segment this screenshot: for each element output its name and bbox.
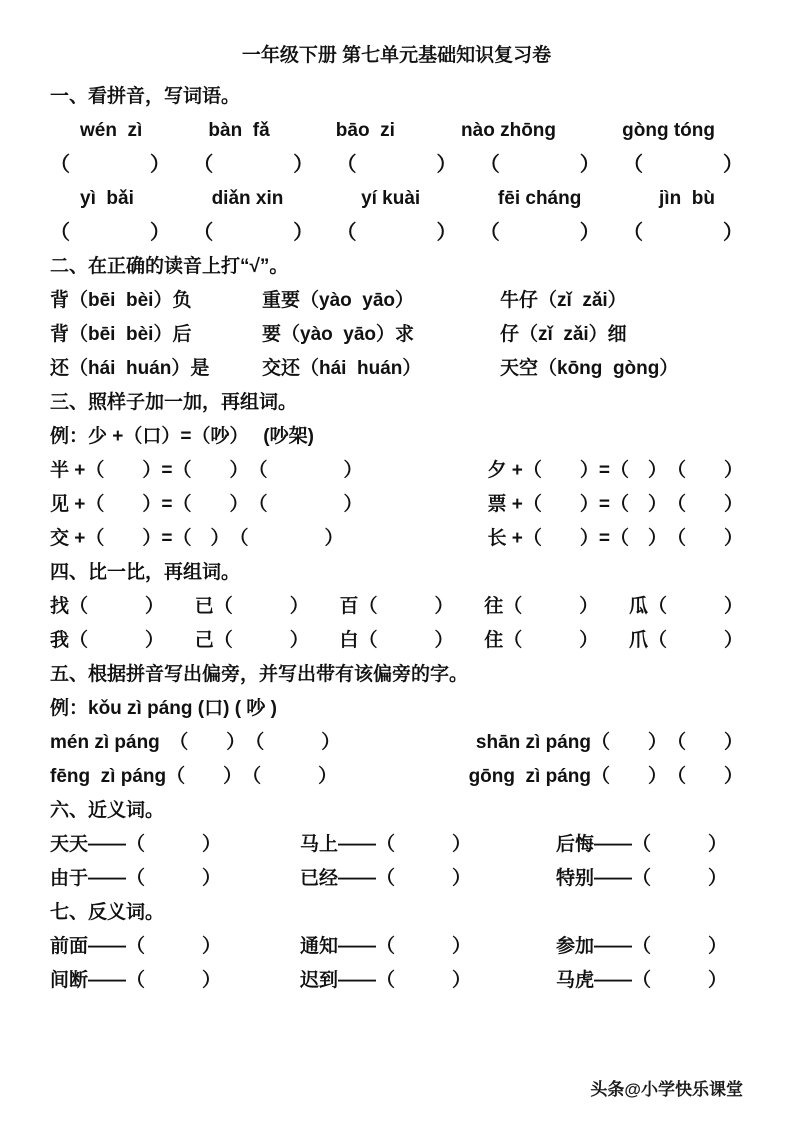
- pinyin-row-2: [50, 182, 743, 216]
- compare-word-exercise: 找（ ）: [50, 596, 165, 617]
- antonym-exercise: 参加——（ ）: [556, 936, 728, 957]
- section-5-example: 例：kǒu zì páng (口) ( 吵 ): [50, 698, 277, 719]
- answer-bracket: （ ）: [50, 154, 170, 176]
- pinyin-word: bāo zi: [335, 120, 395, 141]
- section-3-heading: 三、照样子加一加，再组词。: [50, 392, 298, 413]
- add-radical-exercise: 见 +（ ）=（ ） （ ）: [50, 494, 363, 515]
- pronunciation-choice: 交还（hái huán）: [262, 358, 422, 379]
- pinyin-word: bàn fǎ: [208, 120, 270, 141]
- compare-word-exercise: 己（ ）: [194, 630, 309, 651]
- antonym-exercise: 前面——（ ）: [50, 936, 222, 957]
- pinyin-word: nào zhōng: [461, 120, 557, 141]
- add-radical-row: [50, 454, 743, 488]
- synonym-exercise: 后悔——（ ）: [556, 834, 728, 855]
- radical-writing-row: [50, 760, 743, 794]
- answer-bracket-row-1: [50, 148, 743, 182]
- page-title: 一年级下册 第七单元基础知识复习卷: [241, 45, 552, 66]
- pinyin-word: fēi cháng: [497, 188, 582, 209]
- pronunciation-choice: 背（bēi bèi）后: [50, 324, 192, 345]
- antonym-row: [50, 964, 743, 998]
- compare-word-exercise: 已（ ）: [194, 596, 309, 617]
- pinyin-row-1: [50, 114, 743, 148]
- pinyin-word: yì bǎi: [80, 188, 134, 209]
- pinyin-word: yí kuài: [361, 188, 421, 209]
- compare-word-exercise: 住（ ）: [484, 630, 599, 651]
- compare-word-exercise: 爪（ ）: [628, 630, 743, 651]
- answer-bracket: （ ）: [623, 154, 743, 176]
- add-radical-exercise: 票 +（ ）=（ ） （ ）: [487, 494, 743, 515]
- section-1-heading: 一、看拼音，写词语。: [50, 86, 241, 107]
- section-6-heading: 六、近义词。: [50, 800, 165, 821]
- radical-writing-exercise: mén zì páng （ ） （ ）: [50, 732, 341, 753]
- answer-bracket: （ ）: [479, 154, 600, 176]
- pronunciation-choice: 背（bēi bèi）负: [50, 290, 192, 311]
- pronunciation-row: [50, 352, 743, 386]
- section-3-example: 例：少 +（口）=（吵） (吵架): [50, 426, 314, 447]
- pronunciation-row: [50, 284, 743, 318]
- pronunciation-choice: 要（yào yāo）求: [262, 324, 415, 345]
- answer-bracket: （ ）: [623, 222, 743, 244]
- radical-writing-row: [50, 726, 743, 760]
- antonym-exercise: 通知——（ ）: [300, 936, 472, 957]
- add-radical-exercise: 夕 +（ ）=（ ） （ ）: [487, 460, 743, 481]
- pinyin-word: wén zì: [80, 120, 143, 141]
- add-radical-row: [50, 488, 743, 522]
- radical-writing-exercise: gōng zì páng（ ） （ ）: [468, 766, 743, 787]
- add-radical-row: [50, 522, 743, 556]
- pronunciation-choice: 还（hái huán）是: [50, 358, 210, 379]
- pronunciation-row: [50, 318, 743, 352]
- section-4-heading: 四、比一比，再组词。: [50, 562, 241, 583]
- add-radical-exercise: 交 +（ ）=（ ） （ ）: [50, 528, 344, 549]
- compare-word-exercise: 白（ ）: [339, 630, 454, 651]
- antonym-exercise: 迟到——（ ）: [300, 970, 472, 991]
- pinyin-word: gòng tóng: [622, 120, 715, 141]
- section-7-heading: 七、反义词。: [50, 902, 165, 923]
- answer-bracket: （ ）: [479, 222, 600, 244]
- section-5-heading: 五、根据拼音写出偏旁，并写出带有该偏旁的字。: [50, 664, 469, 685]
- add-radical-exercise: 长 +（ ）=（ ） （ ）: [487, 528, 743, 549]
- radical-writing-exercise: shān zì páng（ ） （ ）: [475, 732, 743, 753]
- answer-bracket: （ ）: [193, 222, 314, 244]
- compare-word-exercise: 我（ ）: [50, 630, 165, 651]
- compare-word-exercise: 百（ ）: [339, 596, 454, 617]
- radical-writing-exercise: fēng zì páng（ ） （ ）: [50, 766, 338, 787]
- synonym-row: [50, 862, 743, 896]
- synonym-exercise: 特别——（ ）: [556, 868, 728, 889]
- compare-word-row: [50, 624, 743, 658]
- synonym-exercise: 已经——（ ）: [300, 868, 472, 889]
- pronunciation-choice: 重要（yào yāo）: [262, 290, 415, 311]
- synonym-row: [50, 828, 743, 862]
- pinyin-word: diǎn xin: [211, 188, 284, 209]
- answer-bracket-row-2: [50, 216, 743, 250]
- answer-bracket: （ ）: [336, 154, 457, 176]
- section-2-heading: 二、在正确的读音上打“√”。: [50, 256, 289, 277]
- antonym-row: [50, 930, 743, 964]
- answer-bracket: （ ）: [336, 222, 457, 244]
- pronunciation-choice: 仔（zǐ zǎi）细: [500, 324, 627, 345]
- pinyin-word: jìn bù: [659, 188, 715, 209]
- synonym-exercise: 马上——（ ）: [300, 834, 472, 855]
- antonym-exercise: 间断——（ ）: [50, 970, 222, 991]
- synonym-exercise: 天天——（ ）: [50, 834, 222, 855]
- answer-bracket: （ ）: [50, 222, 170, 244]
- compare-word-exercise: 瓜（ ）: [628, 596, 743, 617]
- compare-word-exercise: 往（ ）: [484, 596, 599, 617]
- add-radical-exercise: 半 +（ ）=（ ） （ ）: [50, 460, 363, 481]
- answer-bracket: （ ）: [193, 154, 314, 176]
- watermark-credit: 头条@小学快乐课堂: [590, 1080, 743, 1099]
- pronunciation-choice: 天空（kōng gòng）: [500, 358, 679, 379]
- synonym-exercise: 由于——（ ）: [50, 868, 222, 889]
- antonym-exercise: 马虎——（ ）: [556, 970, 728, 991]
- compare-word-row: [50, 590, 743, 624]
- pronunciation-choice: 牛仔（zǐ zǎi）: [500, 290, 627, 311]
